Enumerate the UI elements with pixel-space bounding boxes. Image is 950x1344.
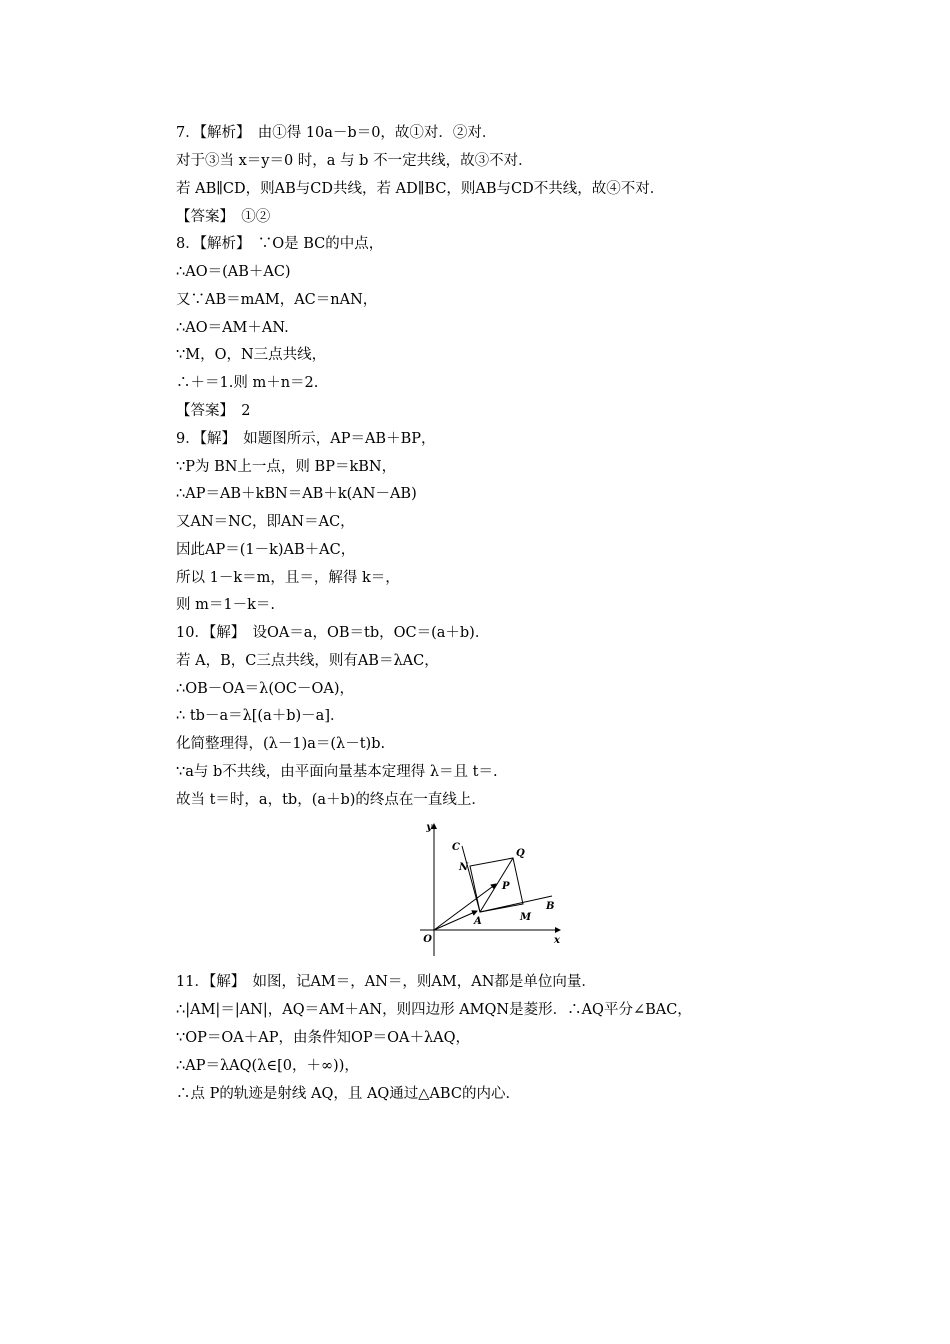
text-line: 又∵AB＝mAM，AC＝nAN， [176,292,378,308]
text-line: 10．【解】 设OA＝a，OB＝tb，OC＝(a＋b)． [176,625,490,641]
text-line: ∵a与 b不共线，由平面向量基本定理得 λ＝且 t＝. [176,764,498,780]
text-line: ∴AO＝AM＋AN. [176,320,289,336]
label-y: y [426,822,432,833]
label-b: B [546,901,555,912]
text-line: 8．【解析】 ∵O是 BC的中点， [176,236,384,252]
label-m: M [520,912,532,923]
text-line: ∵P为 BN上一点，则 BP＝kBN， [176,459,397,475]
vector-op [434,884,496,930]
text-line: 7．【解析】 由①得 10a－b＝0，故①对．②对． [176,125,497,141]
text-line: 【答案】 ①② [176,209,271,225]
text-line: 化简整理得，(λ－1)a＝(λ－t)b. [176,736,386,752]
text-line: ∴点 P的轨迹是射线 AQ，且 AQ通过△ABC的内心． [176,1086,520,1102]
text-line: ∴＋＝1.则 m＋n＝2. [176,375,319,391]
text-line: 若 A，B，C三点共线，则有AB＝λAC， [176,653,439,669]
text-line: 又AN＝NC，即AN＝AC， [176,514,355,530]
label-n: N [459,862,469,873]
text-line: ∴AO＝(AB＋AC) [176,264,291,280]
text-line: 因此AP＝(1－k)AB＋AC， [176,542,356,558]
label-x: x [554,935,560,946]
text-line: ∵OP＝OA＋AP，由条件知OP＝OA＋λAQ， [176,1030,471,1046]
label-q: Q [516,848,525,859]
text-line: ∴OB－OA＝λ(OC－OA)， [176,681,354,697]
text-line: 故当 t＝时，a，tb，(a＋b)的终点在一直线上． [176,792,486,808]
text-line: 对于③当 x＝y＝0 时，a 与 b 不一定共线，故③不对． [176,153,533,169]
text-line: ∴ tb－a＝λ[(a＋b)－a]． [176,708,345,724]
text-line: 若 AB∥CD，则AB与CD共线，若 AD∥BC，则AB与CD不共线，故④不对． [176,181,665,197]
text-line: 9．【解】 如题图所示，AP＝AB＋BP， [176,431,436,447]
text-line: ∴AP＝AB＋kBN＝AB＋k(AN－AB) [176,486,417,502]
label-c: C [452,842,460,853]
text-line: ∴AP＝λAQ(λ∈[0，＋∞))， [176,1058,359,1074]
vector-diagram [412,818,572,960]
label-o: O [423,934,432,945]
text-line: 【答案】 2 [176,403,251,419]
text-line: ∵M，O，N三点共线， [176,347,327,363]
label-p: P [502,881,510,892]
text-line: ∴|AM|＝|AN|，AQ＝AM＋AN，则四边形 AMQN是菱形．∴AQ平分∠BAC， [176,1002,692,1018]
text-line: 11．【解】 如图，记AM＝，AN＝，则AM，AN都是单位向量． [176,974,596,990]
text-line: 所以 1－k＝m，且＝，解得 k＝， [176,570,400,586]
label-a: A [474,916,482,927]
text-line: 则 m＝1－k＝. [176,597,275,613]
